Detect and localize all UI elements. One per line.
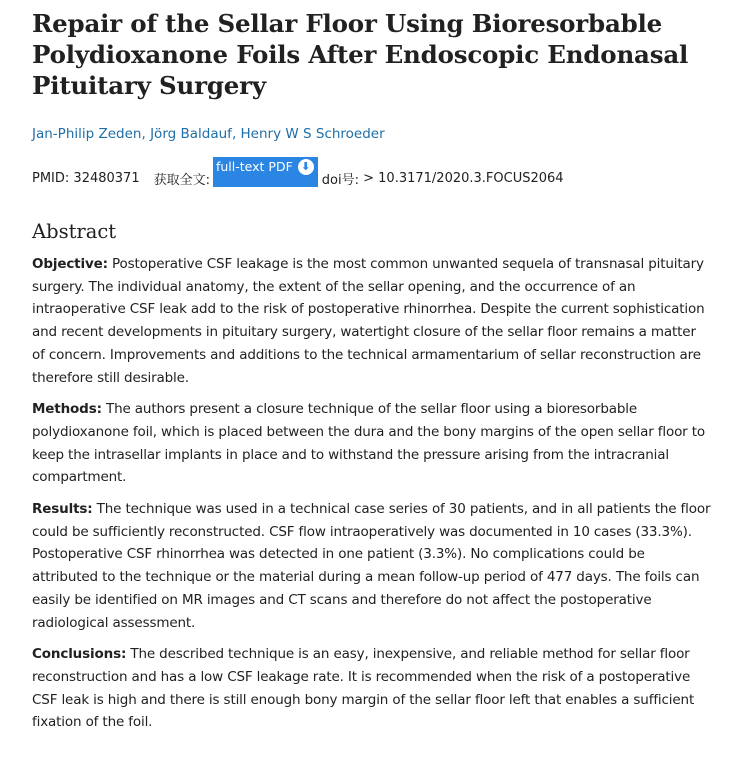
abstract-heading: Abstract — [32, 220, 117, 243]
abstract-section-objective — [32, 253, 712, 389]
abstract-section-conclusions — [32, 643, 712, 734]
section-text: The authors present a closure technique of the sellar floor using a bioresorbable polydioxanone foil, which is placed between the dura and the bony margins of the open sellar floor to keep the intrasellar implants in place and to withstand the pressure arising from the intracranial compartment. — [32, 401, 705, 486]
pmid-label: PMID: — [32, 170, 70, 186]
article-title: Repair of the Sellar Floor Using Bioresorbable Polydioxanone Foils After Endoscopic Endonasal Pituitary Surgery — [32, 9, 689, 100]
doi-arrow: > — [363, 170, 375, 186]
section-label: Results: — [32, 501, 93, 518]
fulltext-label: 获取全文: — [153, 172, 210, 188]
download-icon: ⬇ — [298, 159, 314, 175]
identifier-line — [32, 159, 735, 193]
abstract-body — [32, 253, 712, 734]
pdf-button-label: full-text PDF — [215, 159, 293, 174]
section-text: The technique was used in a technical case series of 30 patients, and in all patients the floor could be sufficiently reconstructed. CSF flow intraoperatively was documented in 10 cases (33.3%). Postoperative CSF rhinorrhea was detected in one patient (3.3%). No complications could be attributed to the technique or the material during a mean follow-up period of 477 days. The foils can easily be identified on MR images and CT scans and therefore do not affect the postoperative radiological assessment. — [32, 501, 711, 631]
section-label: Methods: — [32, 401, 102, 418]
author-separator: , — [231, 126, 241, 142]
section-label: Conclusions: — [32, 646, 127, 663]
section-text: The described technique is an easy, inexpensive, and reliable method for sellar floor reconstruction and has a low CSF leakage rate. It is recommended when the risk of a postoperative CSF leak is high and there is still enough bony margin of the sellar floor left that enables a sufficient fixation of the foil. — [32, 646, 695, 731]
abstract-section-methods — [32, 398, 712, 489]
section-label: Objective: — [32, 256, 108, 272]
author-link[interactable]: Jan-Philip Zeden — [32, 126, 142, 142]
doi-link[interactable]: 10.3171/2020.3.FOCUS2064 — [378, 170, 564, 186]
pmid-value: 32480371 — [73, 170, 140, 186]
abstract-section-results — [32, 498, 712, 634]
full-text-pdf-button[interactable] — [213, 157, 318, 187]
author-separator: , — [141, 126, 151, 142]
author-link[interactable]: Henry W S Schroeder — [240, 126, 385, 142]
doi-label: doi号: — [321, 172, 359, 188]
section-text: Postoperative CSF leakage is the most common unwanted sequela of transnasal pituitary surgery. The individual anatomy, the extent of the sellar opening, and the occurrence of an intraoperative CSF leak add to the risk of postoperative rhinorrhea. Despite the current sophistication and recent developments in pituitary surgery, watertight closure of the sellar floor remains a matter of concern. Improvements and additions to the technical armamentarium of sellar reconstruction are therefore still desirable. — [32, 256, 705, 386]
author-list — [32, 125, 735, 143]
author-link[interactable]: Jörg Baldauf — [150, 126, 232, 142]
